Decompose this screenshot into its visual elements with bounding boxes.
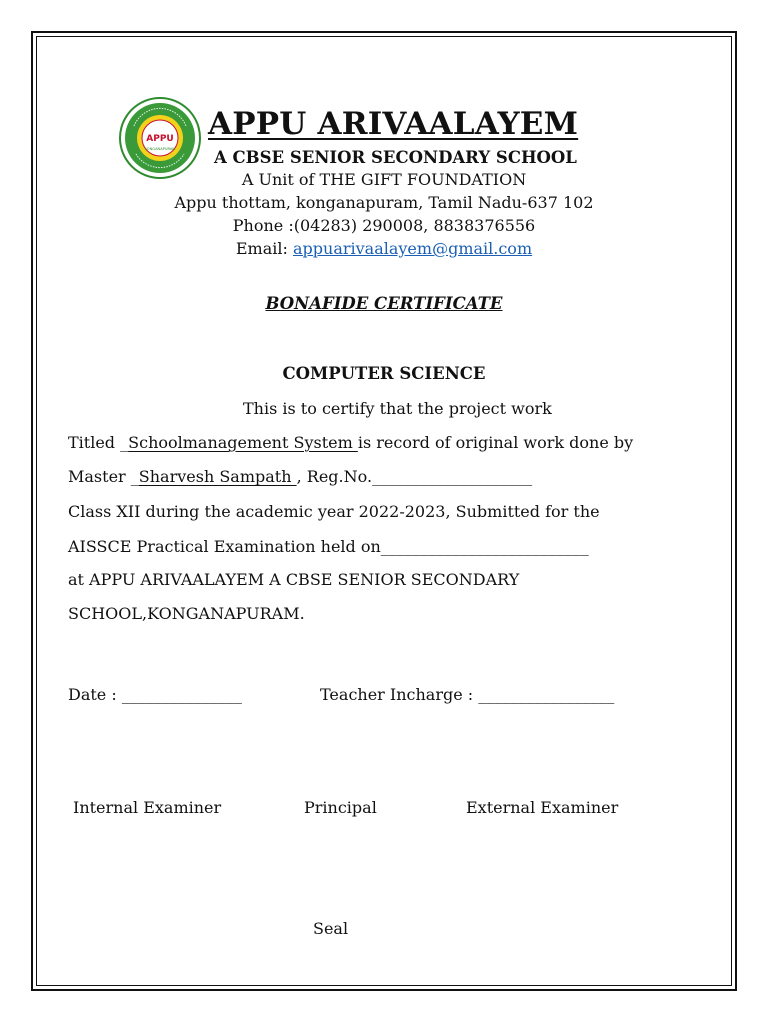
address-line: Appu thottam, konganapuram, Tamil Nadu-637 102	[174, 193, 594, 212]
email-link[interactable]: appuarivaalayem@gmail.com	[292, 239, 533, 258]
unit-line: A Unit of THE GIFT FOUNDATION	[241, 170, 527, 189]
school-line-2: SCHOOL,KONGANAPURAM.	[68, 604, 305, 623]
titled-line	[68, 433, 633, 452]
subject-heading: COMPUTER SCIENCE	[282, 364, 486, 383]
student-name: Sharvesh Sampath	[138, 467, 297, 486]
reg-no-field: , Reg.No.____________________	[296, 467, 533, 486]
principal-label: Principal	[304, 798, 377, 817]
certificate-title: BONAFIDE CERTIFICATE	[265, 294, 503, 313]
external-examiner-label: External Examiner	[466, 798, 619, 817]
school-logo	[118, 96, 202, 180]
logo-small-text: KONGANAPURAM	[144, 147, 176, 151]
master-prefix: Master _	[68, 467, 139, 486]
exam-line: AISSCE Practical Examination held on__________________________	[68, 537, 589, 556]
school-name: APPU ARIVAALAYEM	[208, 106, 579, 142]
teacher-incharge-field: Teacher Incharge : _________________	[320, 685, 615, 704]
class-line: Class XII during the academic year 2022-2023, Submitted for the	[68, 502, 600, 521]
certify-line: This is to certify that the project work	[243, 399, 552, 418]
titled-prefix: Titled _	[68, 433, 129, 452]
email-line	[0, 239, 768, 258]
seal-label: Seal	[313, 919, 349, 938]
logo-center-text: APPU	[146, 134, 174, 144]
school-subtitle: A CBSE SENIOR SECONDARY SCHOOL	[214, 148, 577, 167]
titled-suffix: is record of original work done by	[357, 433, 634, 452]
internal-examiner-label: Internal Examiner	[73, 798, 222, 817]
project-title: Schoolmanagement System	[128, 433, 358, 452]
master-line	[68, 467, 532, 486]
school-line-1: at APPU ARIVAALAYEM A CBSE SENIOR SECONDARY	[68, 570, 520, 589]
email-label: Email:	[235, 239, 293, 258]
date-field: Date : _______________	[68, 685, 242, 704]
phone-line: Phone :(04283) 290008, 8838376556	[232, 216, 536, 235]
